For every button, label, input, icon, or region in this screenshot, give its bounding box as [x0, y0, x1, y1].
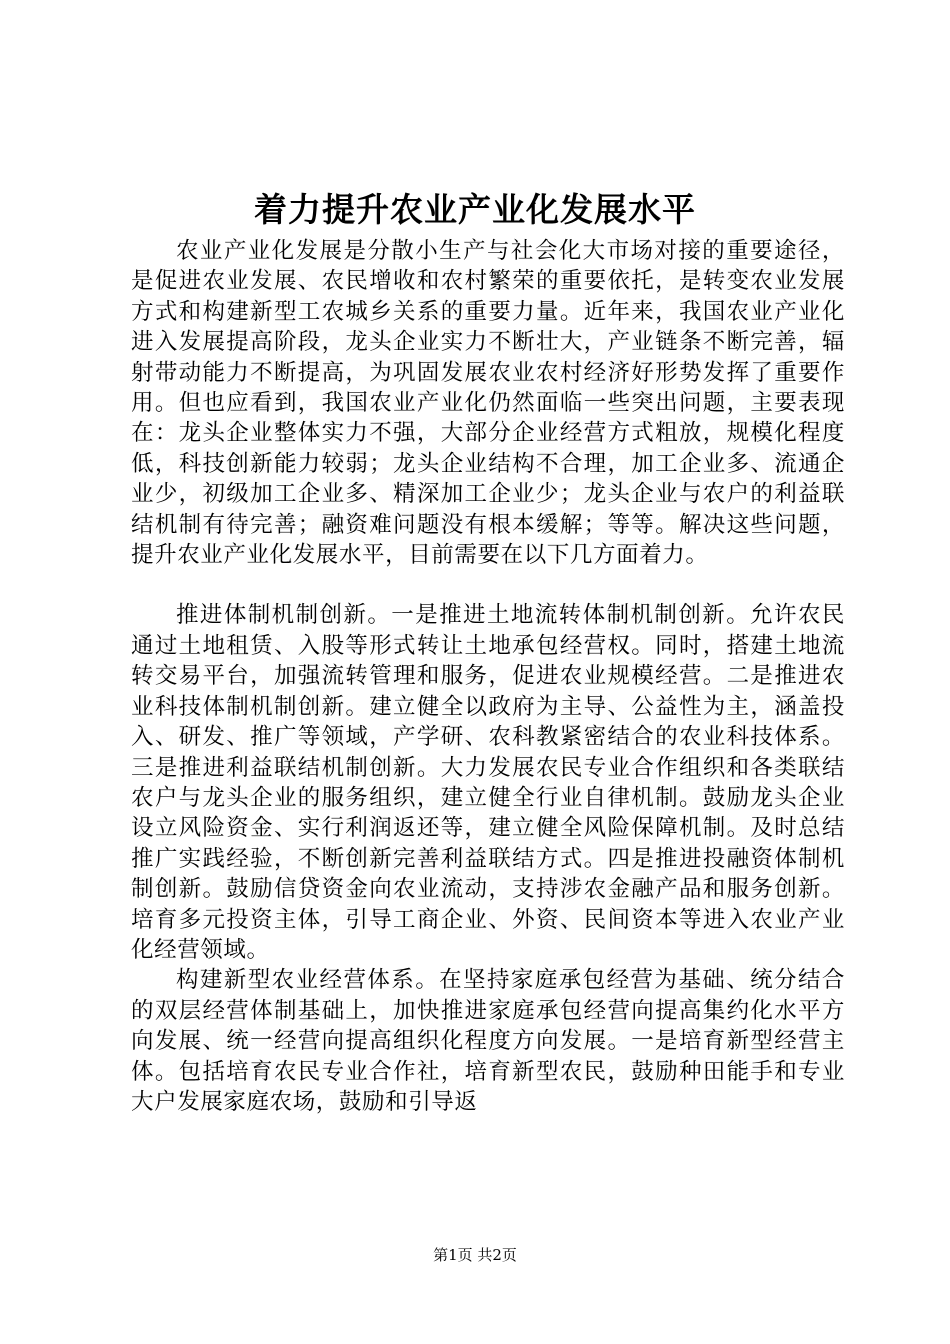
paragraph-intro: 农业产业化发展是分散小生产与社会化大市场对接的重要途径，是促进农业发展、农民增收和农村繁荣的重要依托，是转变农业发展方式和构建新型工农城乡关系的重要力量。近年来，我国农业产业化进入发展提高阶段，龙头企业实力不断壮大，产业链条不断完善，辐射带动能力不断提高，为巩固发展农业农村经济好形势发挥了重要作用。但也应看到，我国农业产业化仍然面临一些突出问题，主要表现在：龙头企业整体实力不强，大部分企业经营方式粗放，规模化程度低，科技创新能力较弱；龙头企业结构不合理，加工企业多、流通企业少，初级加工企业多、精深加工企业少；龙头企业与农户的利益联结机制有待完善；融资难问题没有根本缓解；等等。解决这些问题，提升农业产业化发展水平，目前需要在以下几方面着力。: [131, 238, 845, 569]
document-title: 着力提升农业产业化发展水平: [254, 190, 696, 229]
paragraph-institutional-innovation: 推进体制机制创新。一是推进土地流转体制机制创新。允许农民通过土地租赁、入股等形式转让土地承包经营权。同时，搭建土地流转交易平台，加强流转管理和服务，促进农业规模经营。二是推进农业科技体制机制创新。建立健全以政府为主导、公益性为主，涵盖投入、研发、推广等领域，产学研、农科教紧密结合的农业科技体系。三是推进利益联结机制创新。大力发展农民专业合作组织和各类联结农户与龙头企业的服务组织，建立健全行业自律机制。鼓励龙头企业设立风险资金、实行利润返还等，建立健全风险保障机制。及时总结推广实践经验，不断创新完善利益联结方式。四是推进投融资体制机制创新。鼓励信贷资金向农业流动，支持涉农金融产品和服务创新。培育多元投资主体，引导工商企业、外资、民间资本等进入农业产业化经营领域。: [131, 602, 845, 963]
paragraph-new-management-system: 构建新型农业经营体系。在坚持家庭承包经营为基础、统分结合的双层经营体制基础上，加快推进家庭承包经营向提高集约化水平方向发展、统一经营向提高组织化程度方向发展。一是培育新型经营主体。包括培育农民专业合作社，培育新型农民，鼓励种田能手和专业大户发展家庭农场，鼓励和引导返: [131, 967, 845, 1115]
document-body: [131, 236, 845, 1117]
page-number-footer: 第1页 共2页: [433, 1246, 517, 1264]
